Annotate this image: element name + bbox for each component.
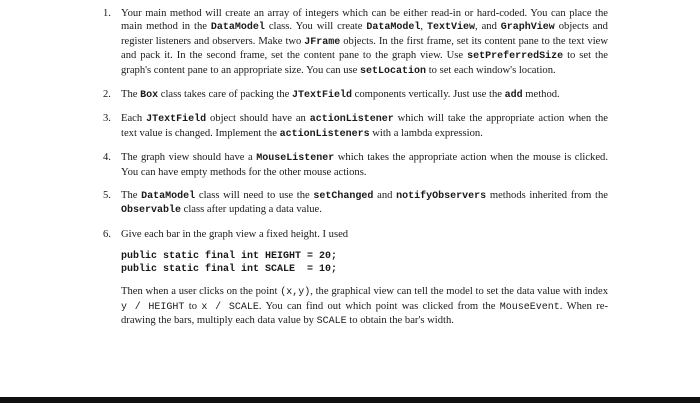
code-term: actionListener — [309, 114, 394, 126]
item-number: 5. — [103, 190, 111, 202]
item-paragraph — [121, 151, 608, 179]
text-run: objects and register listeners and observers. Make two — [121, 21, 608, 47]
text-run: and — [373, 190, 397, 202]
code-term: TextView — [426, 22, 475, 34]
code-term: JFrame — [304, 36, 341, 48]
text-run: class. You will create — [264, 21, 367, 33]
code-term: setLocation — [360, 65, 427, 77]
text-run: with a lambda expression. — [369, 127, 483, 139]
code-term: MouseEvent — [499, 301, 560, 313]
list-item — [103, 88, 608, 102]
text-run: objects. In the first frame, set its content pane to the text view and pack it. In the second frame, set the content pane to the graph view. Use — [121, 35, 608, 62]
text-run: components vertically. Just use the — [352, 89, 505, 101]
code-term: x / SCALE — [201, 301, 259, 313]
text-run: which takes the appropriate action when the mouse is clicked. You can have empty methods for the other mouse actions. — [121, 152, 608, 178]
code-term: setPreferredSize — [467, 51, 564, 63]
text-run: class after updating a data value. — [181, 204, 322, 216]
text-run: to — [184, 300, 202, 312]
item-number: 2. — [103, 89, 111, 101]
code-term: DataModel — [366, 22, 421, 34]
item-paragraph — [121, 7, 608, 78]
text-run: . When re-drawing the bars, multiply each data value by — [121, 300, 609, 327]
text-run: , the graphical view can tell the model to set the data value with index — [310, 286, 609, 298]
code-term: y / HEIGHT — [121, 301, 185, 313]
item-number: 4. — [103, 152, 111, 164]
item-number: 3. — [103, 113, 111, 125]
code-term: notifyObservers — [396, 191, 487, 203]
text-run: The — [121, 89, 141, 101]
code-term: SCALE — [316, 316, 347, 328]
code-term: DataModel — [210, 22, 265, 34]
text-run: Give each bar in the graph view a fixed height. I used — [121, 228, 349, 240]
item-paragraph — [121, 88, 608, 102]
text-run: to set each window's location. — [426, 64, 556, 76]
text-run: methods inherited from the — [486, 190, 608, 202]
instruction-list — [103, 7, 608, 339]
text-run: Your main method will create an array of integers which can be either read-in or hard-coded. You can place the main method in the — [121, 8, 608, 33]
code-term: JTextField — [146, 114, 207, 126]
list-item — [103, 151, 608, 179]
code-term: DataModel — [141, 191, 196, 203]
code-term: Box — [140, 90, 159, 102]
text-run: class will need to use the — [195, 190, 314, 202]
text-run: which will take the appropriate action when the text value is changed. Implement the — [121, 113, 608, 139]
item-paragraph — [121, 112, 608, 141]
item-number: 1. — [103, 8, 111, 19]
code-line: public static final int HEIGHT = 20; — [121, 251, 338, 263]
text-run: , and — [474, 21, 501, 33]
list-item — [103, 228, 608, 329]
code-term: (x,y) — [280, 287, 311, 299]
code-term: JTextField — [291, 90, 352, 102]
text-run: class takes care of packing the — [158, 89, 292, 101]
text-run: object should have an — [206, 113, 310, 125]
code-term: actionListeners — [279, 128, 370, 140]
text-run: to set the graph's content pane to an appropriate size. You can use — [121, 50, 608, 76]
code-line: public static final int SCALE = 10; — [121, 264, 338, 276]
code-term: add — [504, 90, 523, 102]
bottom-edge-bar — [0, 397, 700, 403]
text-run: , — [420, 21, 427, 33]
list-item — [103, 189, 608, 218]
code-block — [121, 250, 608, 276]
text-run: Then when a user clicks on the point — [121, 286, 281, 298]
item-paragraph-continued — [121, 285, 608, 328]
text-run: to obtain the bar's width. — [346, 315, 454, 327]
text-run: Each — [121, 113, 147, 125]
code-term: Observable — [121, 205, 182, 217]
text-run: method. — [522, 89, 560, 101]
code-term: setChanged — [313, 191, 374, 203]
item-paragraph — [121, 228, 608, 241]
item-number: 6. — [103, 228, 111, 240]
text-run: The — [121, 190, 142, 202]
list-item — [103, 112, 608, 141]
code-term: MouseListener — [256, 153, 335, 165]
text-run: . You can find out which point was clicked from the — [258, 300, 500, 312]
list-item — [103, 7, 608, 78]
code-term: GraphView — [500, 22, 555, 34]
item-paragraph — [121, 189, 608, 218]
text-run: The graph view should have a — [121, 152, 257, 164]
